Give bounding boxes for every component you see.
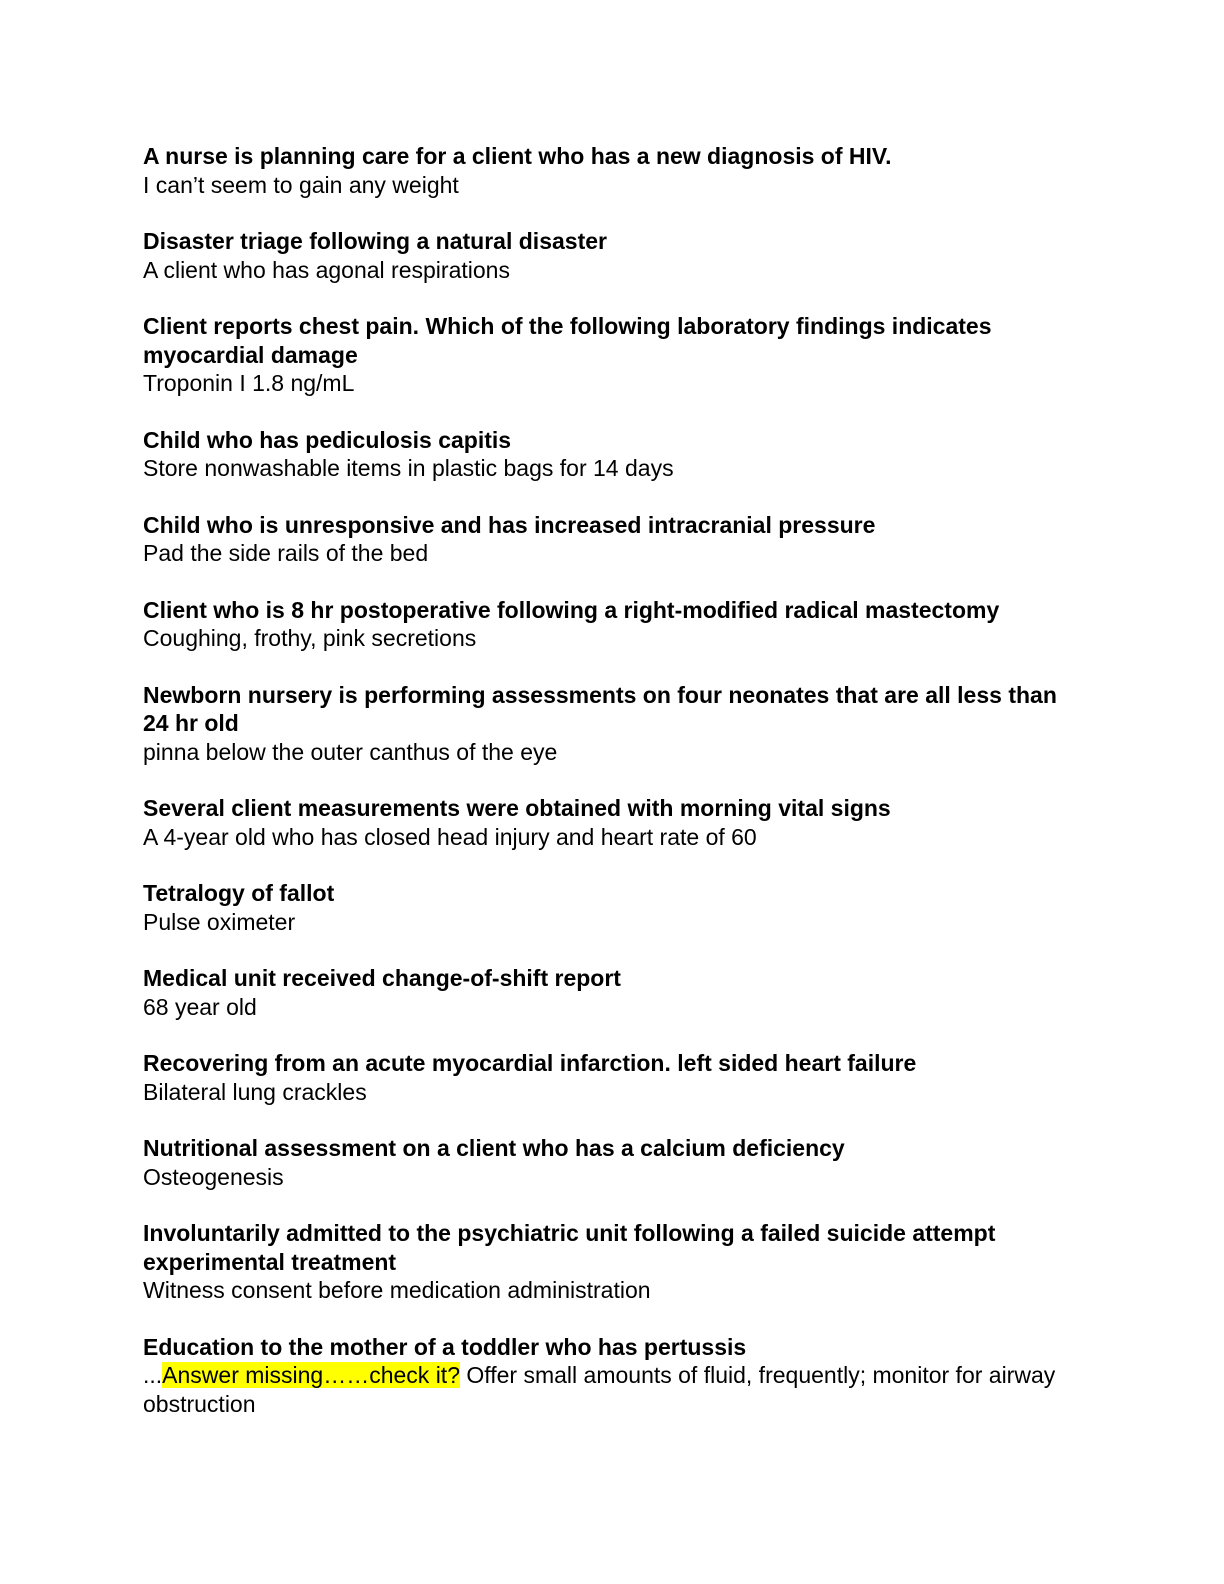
question-text: Education to the mother of a toddler who has pertussis [143, 1333, 747, 1360]
qa-entry [143, 227, 1083, 284]
answer-text: I can’t seem to gain any weight [143, 171, 459, 198]
qa-entry-last [143, 1333, 1083, 1419]
answer-text [143, 1361, 1083, 1418]
answer-text: Coughing, frothy, pink secretions [143, 625, 477, 651]
qa-entry [143, 879, 1083, 936]
answer-text: pinna below the outer canthus of the eye [143, 738, 558, 765]
qa-entry [143, 964, 1083, 1021]
question-text: Involuntarily admitted to the psychiatric unit following a failed suicide attempt experimental treatment [143, 1220, 996, 1275]
answer-text: Store nonwashable items in plastic bags for 14 days [143, 455, 674, 481]
answer-text: Troponin I 1.8 ng/mL [143, 370, 355, 396]
qa-entry [143, 1134, 1083, 1191]
answer-text: Witness consent before medication administration [143, 1277, 651, 1303]
answer-text: Pad the side rails of the bed [143, 540, 429, 566]
answer-text: A client who has agonal respirations [143, 256, 510, 283]
qa-entry [143, 142, 1083, 199]
answer-text: A 4-year old who has closed head injury and heart rate of 60 [143, 823, 757, 850]
answer-prefix: ... [143, 1362, 163, 1388]
question-text: Medical unit received change-of-shift report [143, 965, 621, 991]
question-text: Child who has pediculosis capitis [143, 426, 512, 453]
answer-text: Bilateral lung crackles [143, 1078, 367, 1105]
question-text: Child who is unresponsive and has increased intracranial pressure [143, 511, 876, 538]
qa-entry [143, 596, 1083, 653]
qa-entry [143, 511, 1083, 568]
question-text: Recovering from an acute myocardial infarction. left sided heart failure [143, 1050, 917, 1076]
document-page [143, 142, 1083, 1446]
question-text: Client reports chest pain. Which of the following laboratory findings indicates myocardial damage [143, 313, 992, 368]
answer-text: Osteogenesis [143, 1163, 284, 1190]
answer-text: Pulse oximeter [143, 908, 296, 935]
question-text: Several client measurements were obtained with morning vital signs [143, 795, 891, 821]
answer-rest: Offer small amounts of fluid, frequently; monitor for airway obstruction [143, 1362, 1056, 1417]
question-text: Newborn nursery is performing assessments on four neonates that are all less than 24 hr old [143, 681, 1057, 736]
highlighted-note: Answer missing……check it? [162, 1362, 460, 1388]
qa-entry [143, 426, 1083, 483]
question-text: Client who is 8 hr postoperative following a right-modified radical mastectomy [143, 596, 1000, 623]
question-text: Tetralogy of fallot [143, 880, 335, 906]
question-text: Nutritional assessment on a client who has a calcium deficiency [143, 1135, 845, 1161]
question-text: A nurse is planning care for a client who has a new diagnosis of HIV. [143, 143, 892, 169]
qa-entry [143, 1049, 1083, 1106]
qa-entry [143, 794, 1083, 851]
qa-entry [143, 312, 1083, 398]
qa-entry [143, 681, 1083, 767]
question-text: Disaster triage following a natural disaster [143, 228, 607, 254]
answer-text: 68 year old [143, 993, 257, 1020]
qa-entry [143, 1219, 1083, 1305]
